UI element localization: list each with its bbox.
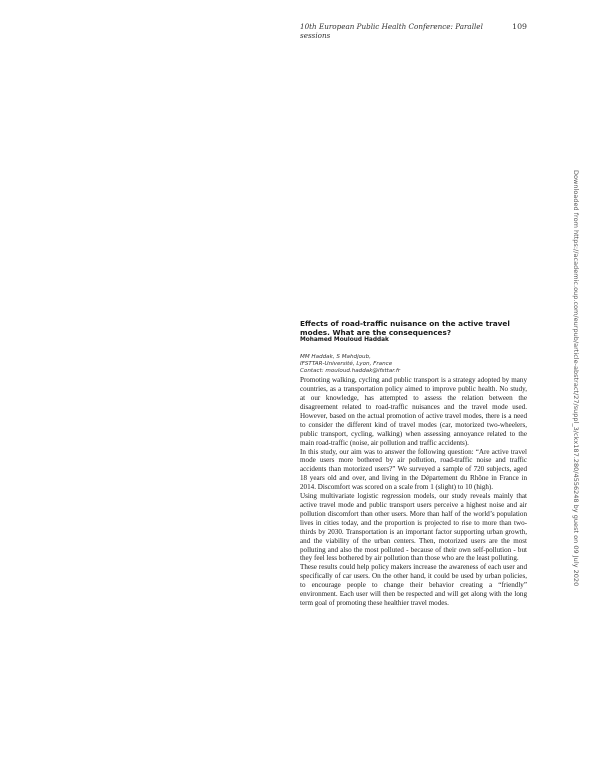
download-watermark: Downloaded from https://academic.oup.com/eurpub/article-abstract/27/suppl_3/ckx187.280/4556248 by guest on 09 July 2020 bbox=[572, 170, 580, 587]
abstract-paragraph: Using multivariate logistic regression models, our study reveals mainly that active travel mode and public transport users perceive a highest noise and air pollution discomfort than other users. More than half of the world’s population lives in cities today, and the proportion is projected to rise to more than two-thirds by 2030. Transportation is an important factor supporting urban growth, and the viability of the urban centers. Then, motorized users are the most polluting and also the most polluted - because of their own self-pollution - but they feel less bothered by air pollution than those who are the least polluting. bbox=[300, 492, 527, 563]
running-title: 10th European Public Health Conference: Parallel sessions bbox=[300, 22, 483, 40]
abstract-byline: Mohamed Mouloud Haddak bbox=[300, 337, 389, 344]
abstract-paragraph: In this study, our aim was to answer the following question: “Are active travel mode users more bothered by air pollution, road-traffic noise and traffic accidents than motorized users?” We surveyed a sample of 720 subjects, aged 18 years old and over, and living in the Département du Rhône in France in 2014. Discomfort was scored on a scale from 1 (slight) to 10 (high). bbox=[300, 447, 527, 492]
abstract-paragraph: These results could help policy makers increase the awareness of each user and specifically of car users. On the other hand, it could be used by urban policies, to encourage people to change their behavior creating a “friendly” environment. Each user will then be respected and will get along with the long term goal of promoting these healthier travel modes. bbox=[300, 563, 527, 607]
affiliation: IFSTTAR-Université, Lyon, France bbox=[300, 360, 393, 367]
running-header bbox=[300, 22, 527, 40]
contact-email[interactable]: Contact: mouloud.haddak@ifsttar.fr bbox=[300, 367, 401, 374]
authors: MM Haddak, S Mahdjoub, bbox=[300, 354, 371, 361]
abstract bbox=[300, 320, 527, 608]
abstract-paragraph: Promoting walking, cycling and public transport is a strategy adopted by many countries, as a transportation policy aimed to improve public health. No study, at our knowledge, has attempted to assess the relation between the disagreement related to road-traffic nuisances and the travel mode used. However, based on the actual promotion of active travel modes, there is a need to consider the different kind of travel modes (car, motorized two-wheelers, public transport, cycling, walking) when assessing annoyance related to the main road-traffic (noise, air pollution and traffic accidents). bbox=[300, 376, 527, 447]
page-number: 109 bbox=[512, 22, 527, 31]
abstract-title: Effects of road-traffic nuisance on the active travel modes. What are the consequences? bbox=[300, 319, 510, 337]
